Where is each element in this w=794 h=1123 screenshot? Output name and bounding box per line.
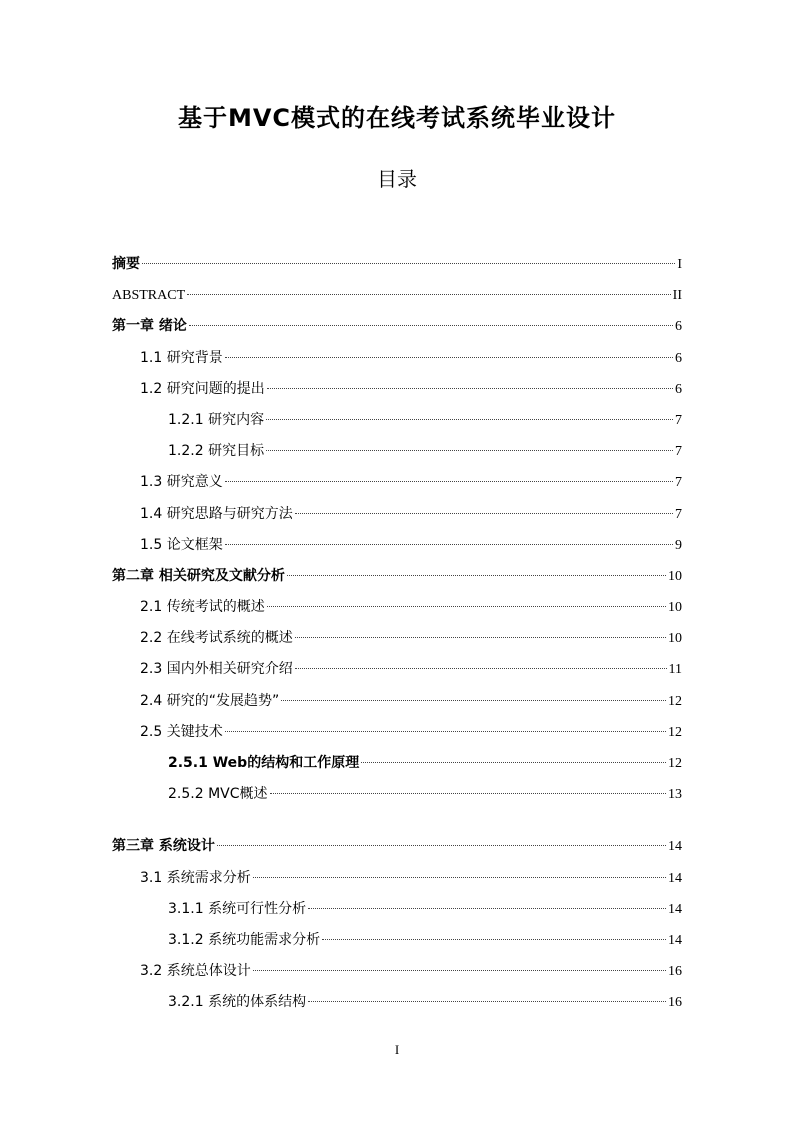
toc-entry-label: 1.2 研究问题的提出: [140, 380, 265, 397]
toc-entry-label: 2.2 在线考试系统的概述: [140, 630, 293, 647]
toc-dot-leader: [253, 877, 666, 878]
toc-entry[interactable]: [112, 779, 682, 810]
toc-dot-leader: [266, 419, 673, 420]
toc-entry-label: 1.4 研究思路与研究方法: [140, 505, 293, 522]
toc-entry-label: 1.3 研究意义: [140, 474, 223, 491]
toc-entry-label: 2.5 关键技术: [140, 723, 223, 740]
toc-dot-leader: [225, 357, 673, 358]
toc-entry[interactable]: [112, 280, 682, 311]
toc-entry-page: II: [672, 288, 682, 304]
toc-dot-leader: [225, 731, 666, 732]
toc-dot-leader: [270, 793, 666, 794]
footer-page-number: I: [394, 1042, 400, 1057]
toc-entry[interactable]: [112, 467, 682, 498]
toc-entry[interactable]: [112, 987, 682, 1018]
toc-entry-page: 6: [675, 381, 682, 397]
toc-entry-page: 7: [675, 412, 682, 428]
toc-entry-label: 第三章 系统设计: [112, 838, 215, 855]
toc-entry-page: 6: [675, 319, 682, 335]
toc-dot-leader: [281, 700, 666, 701]
toc-dot-leader: [225, 481, 673, 482]
toc-entry[interactable]: [112, 623, 682, 654]
toc-entry-label: 1.1 研究背景: [140, 349, 223, 366]
toc-entry[interactable]: [112, 343, 682, 374]
toc-dot-leader: [189, 325, 673, 326]
toc-dot-leader: [295, 513, 673, 514]
toc-entry-label: 3.1.1 系统可行性分析: [168, 900, 307, 917]
toc-dot-leader: [295, 637, 666, 638]
toc-heading: 目录: [377, 167, 417, 191]
toc-dot-leader: [295, 668, 667, 669]
toc-dot-leader: [253, 970, 666, 971]
toc-entry-page: 10: [668, 568, 682, 584]
toc-entry[interactable]: [112, 863, 682, 894]
toc-entry[interactable]: [112, 405, 682, 436]
toc-dot-leader: [308, 908, 666, 909]
toc-entry[interactable]: [112, 249, 682, 280]
toc-entry-page: 12: [668, 693, 682, 709]
toc-entry[interactable]: [112, 894, 682, 925]
toc-entry[interactable]: [112, 499, 682, 530]
toc-dot-leader: [142, 263, 675, 264]
toc-dot-leader: [322, 939, 666, 940]
toc-dot-leader: [266, 450, 673, 451]
toc-entry[interactable]: [112, 831, 682, 862]
document-title: 基于MVC模式的在线考试系统毕业设计: [177, 104, 617, 132]
toc-entry-page: 7: [675, 475, 682, 491]
toc-entry[interactable]: [112, 956, 682, 987]
toc-entry-page: 7: [675, 444, 682, 460]
toc-entry[interactable]: [112, 530, 682, 561]
toc-entry-label: 3.1 系统需求分析: [140, 869, 251, 886]
toc-entry[interactable]: [112, 561, 682, 592]
toc-entry[interactable]: [112, 654, 682, 685]
toc-entry-page: 13: [668, 787, 682, 803]
toc-entry-page: 10: [668, 631, 682, 647]
toc-entry-label: 3.2.1 系统的体系结构: [168, 994, 307, 1011]
toc-entry[interactable]: [112, 311, 682, 342]
toc-entry-label: 2.5.1 Web的结构和工作原理: [168, 755, 360, 771]
toc-dot-leader: [225, 544, 673, 545]
toc-entry-page: 9: [675, 537, 682, 553]
toc-dot-leader: [187, 294, 671, 295]
toc-entry-page: 11: [668, 662, 682, 678]
toc-entry-label: 第一章 绪论: [112, 318, 187, 335]
toc-entry-page: 12: [668, 756, 682, 771]
toc-entry-label: ABSTRACT: [112, 288, 186, 304]
toc-entry-label: 3.1.2 系统功能需求分析: [168, 931, 321, 948]
toc-entry-label: 1.2.2 研究目标: [168, 443, 265, 460]
toc-entry[interactable]: [112, 717, 682, 748]
toc-entry-label: 1.5 论文框架: [140, 536, 223, 553]
toc-entry-label: 1.2.1 研究内容: [168, 411, 265, 428]
toc-dot-leader: [267, 388, 673, 389]
toc-dot-leader: [217, 845, 666, 846]
toc-entry-page: 14: [668, 870, 682, 886]
toc-entry-label: 摘要: [112, 256, 140, 272]
toc-entry[interactable]: [112, 436, 682, 467]
toc-dot-leader: [361, 762, 666, 763]
toc-entry-label: 3.2 系统总体设计: [140, 963, 251, 980]
toc-entry[interactable]: [112, 374, 682, 405]
toc-entry-page: 14: [668, 932, 682, 948]
toc-entry-page: 14: [668, 839, 682, 855]
toc-dot-leader: [308, 1001, 666, 1002]
toc-entry-page: 14: [668, 901, 682, 917]
toc-entry-page: 12: [668, 724, 682, 740]
toc-entry-label: 2.3 国内外相关研究介绍: [140, 661, 293, 678]
toc-entry[interactable]: [112, 748, 682, 779]
toc-entry-label: 2.5.2 MVC概述: [168, 786, 268, 803]
toc-entry-page: 6: [675, 350, 682, 366]
toc-dot-leader: [267, 606, 666, 607]
toc-entry-label: 第二章 相关研究及文献分析: [112, 567, 285, 584]
toc-entry-page: 16: [668, 995, 682, 1011]
toc-entry[interactable]: [112, 925, 682, 956]
toc-entry-page: 16: [668, 964, 682, 980]
toc-entry-label: 2.1 传统考试的概述: [140, 599, 265, 616]
toc-entry[interactable]: [112, 686, 682, 717]
toc-entry-page: 10: [668, 600, 682, 616]
toc-entry-page: 7: [675, 506, 682, 522]
toc-entry-page: I: [677, 257, 682, 272]
toc-entry[interactable]: [112, 592, 682, 623]
toc-dot-leader: [287, 575, 666, 576]
toc-entry-label: 2.4 研究的“发展趋势”: [140, 692, 280, 709]
table-of-contents: [112, 249, 682, 1019]
